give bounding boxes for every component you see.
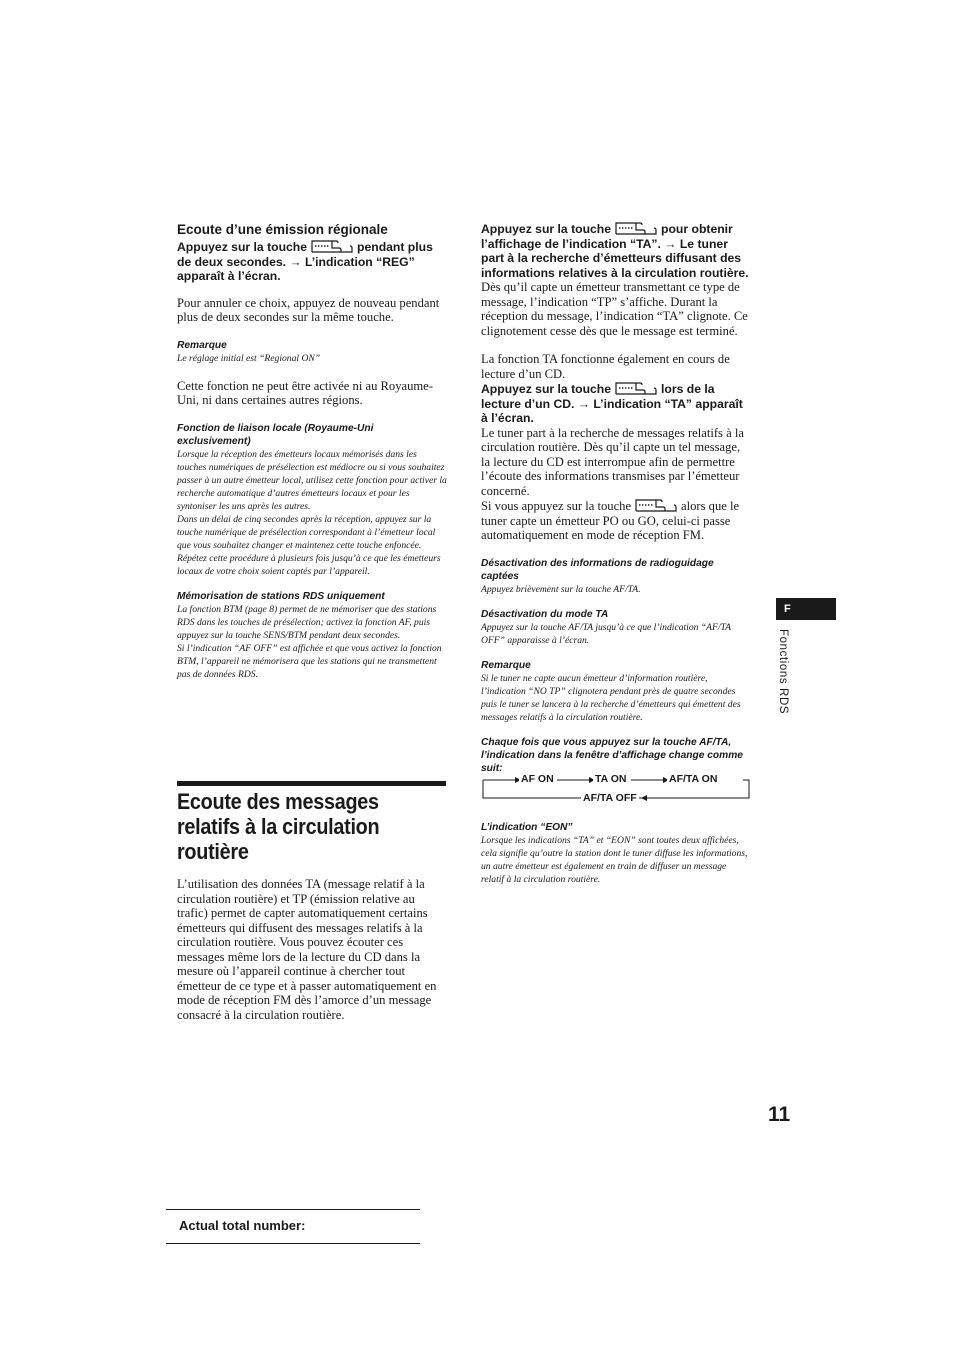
button-icon [310, 239, 354, 254]
ta-text-3: Le tuner part à la recherche de messages relatifs à la circulation routière. Dès qu’il capte un tel message, la lecture du CD est interrompue afin de permettre l’écoute des informations transmises par l’émetteur concerné. [481, 425, 744, 498]
deact-ta-heading: Désactivation du mode TA [481, 608, 609, 620]
section-intro: L’utilisation des données TA (message relatif à la circulation routière) et TP (émission relative au trafic) permet de capter automatiquement certains émetteurs qui diffusent des messages relatifs à la circulation routière. Vous pouvez écouter ces messages même lors de la lecture du CD dans la mesure où l’appareil continue à chercher tout émetteur de ce type et à passer automatiquement en mode de réception FM dès l’amorce d’un message consacré à la circulation routière. [177, 877, 437, 1022]
button-icon [634, 498, 678, 513]
state-af-on: AF ON [521, 772, 554, 785]
regional-instruction [177, 239, 447, 284]
note-text: Si le tuner ne capte aucun émetteur d’information routière, l’indication “NO TP” clignotera pendant près de quatre secondes puis le tuner se lancera à la recherche d’émetteurs qui émettent des messages relatifs à la circulation routière. [481, 672, 741, 723]
left-column [177, 222, 447, 681]
local-link-text-2: Dans un délai de cinq secondes après la réception, appuyez sur la touche numérique de présélection correspondant à l’émetteur local que vous souhaitez changer et maintenez cette touche enfoncée. Répétez cette procédure à plusieurs fois jusqu’à ce que les émetteurs locaux de votre choix soient captés par l’appareil. [177, 513, 441, 577]
ta-text-4 [481, 498, 751, 543]
ta-instruction [481, 221, 751, 280]
af-ta-cycle-diagram [481, 772, 751, 807]
instruction-text: Appuyez sur la touche [177, 240, 308, 254]
page-number: 11 [768, 1103, 791, 1126]
section-label: Fonctions RDS [777, 629, 789, 715]
local-link-text: Lorsque la réception des émetteurs locaux mémorisés dans les touches numériques de présélection est médiocre ou si vous souhaitez passer à un autre émetteur local, utilisez cette fonction pour activer la recherche automatique d’autres émetteurs locaux et pour les syntoniser les uns après les autres. [177, 448, 447, 512]
deact-info-heading: Désactivation des informations de radioguidage captées [481, 557, 714, 582]
instruction-text: Appuyez sur la touche [481, 222, 612, 236]
cancel-text: Pour annuler ce choix, appuyez de nouveau pendant plus de deux secondes sur la même touche. [177, 295, 440, 324]
section-rule [177, 781, 446, 786]
instruction-text: pendant plus de deux secondes. → L’indication “REG” apparaît à l’écran. [177, 240, 433, 283]
local-link-heading: Fonction de liaison locale (Royaume-Uni exclusivement) [177, 422, 374, 447]
section-tab: F [776, 598, 836, 620]
note-text: Le réglage initial est “Regional ON” [177, 352, 321, 364]
note-heading: Remarque [481, 659, 531, 671]
regional-heading: Ecoute d’une émission régionale [177, 222, 388, 237]
eon-text: Lorsque les indications “TA” et “EON” sont toutes deux affichées, cela signifie qu’outre la station dont le tuner diffuse les informations, un autre émetteur est également en train de diffuser un message relatif à la circulation routière. [481, 834, 748, 885]
right-column [481, 221, 751, 886]
rds-memo-text-2: Si l’indication “AF OFF” est affichée et que vous activez la fonction BTM, l’appareil ne mémorisera que les stations qui ne transmettent pas de données RDS. [177, 642, 442, 680]
button-icon [614, 381, 658, 396]
deact-ta-text: Appuyez sur la touche AF/TA jusqu’à ce que l’indication “AF/TA OFF” apparaisse à l’écran. [481, 621, 731, 646]
body-text: alors que le tuner capte un émetteur PO ou GO, celui-ci passe automatiquement en mode de réception FM. [481, 499, 740, 542]
ta-text-2: La fonction TA fonctionne également en cours de lecture d’un CD. [481, 352, 730, 381]
state-ta-on: TA ON [595, 772, 627, 785]
uk-text: Cette fonction ne peut être activée ni au Royaume-Uni, ni dans certaines autres régions. [177, 378, 433, 407]
instruction-text: lors de la lecture d’un CD. → L’indication “TA” apparaît à l’écran. [481, 382, 743, 425]
instruction-text: Appuyez sur la touche [481, 382, 612, 396]
eon-heading: L’indication “EON” [481, 821, 573, 833]
button-icon [614, 221, 658, 236]
ta-text-1: Dès qu’il capte un émetteur transmettant ce type de message, l’indication “TP” s’affiche. Durant la réception du message, l’indication “TA” clignote. Ce clignotement cesse dès que le message est terminé. [481, 280, 748, 338]
state-af-ta-off: AF/TA OFF [583, 791, 637, 804]
section-title: Ecoute des messages relatifs à la circulation routière [177, 789, 380, 864]
total-number-box [166, 1209, 420, 1244]
body-text: Si vous appuyez sur la touche [481, 499, 632, 513]
deact-info-text: Appuyez brièvement sur la touche AF/TA. [481, 583, 641, 595]
note-heading: Remarque [177, 339, 227, 351]
instruction-text: pour obtenir l’affichage de l’indication “TA”. → Le tuner part à la recherche d’émetteurs diffusant des informations relatives à la circulation routière. [481, 222, 749, 280]
rds-memo-heading: Mémorisation de stations RDS uniquement [177, 590, 385, 602]
state-af-ta-on: AF/TA ON [669, 772, 718, 785]
cd-instruction [481, 381, 751, 426]
total-label: Actual total number: [179, 1218, 306, 1233]
rds-memo-text: La fonction BTM (page 8) permet de ne mémoriser que des stations RDS dans les touches de présélection; activez la fonction AF, puis appuyez sur la touche SENS/BTM pendant deux secondes. [177, 603, 437, 641]
cycle-heading: Chaque fois que vous appuyez sur la touche AF/TA, l’indication dans la fenêtre d’affichage change comme suit: [481, 736, 743, 774]
